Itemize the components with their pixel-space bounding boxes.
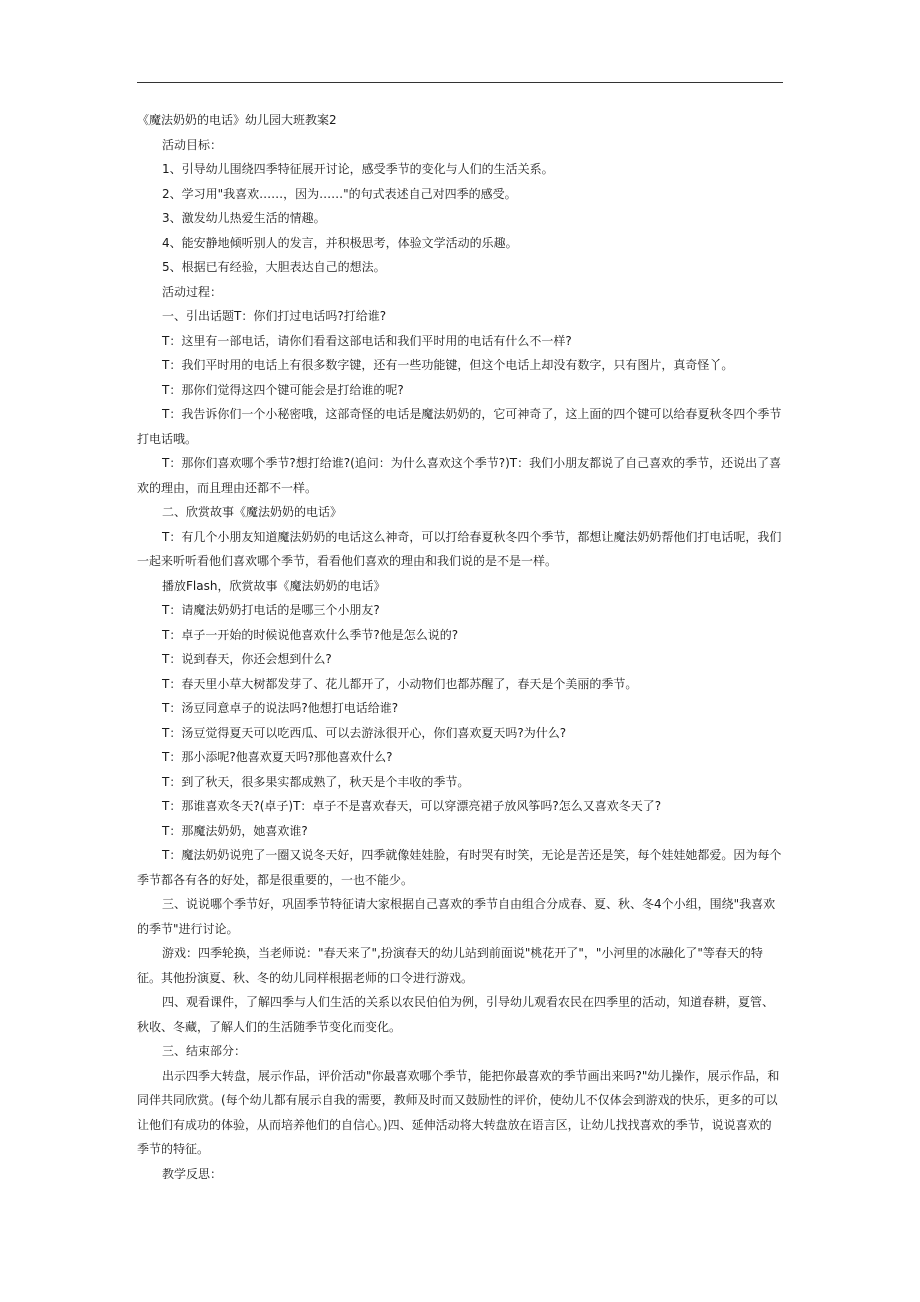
paragraph: T：那魔法奶奶，她喜欢谁? [162,823,308,838]
paragraph: T：那你们觉得这四个键可能会是打给谁的呢? [162,382,404,397]
paragraph: 播放Flash，欣赏故事《魔法奶奶的电话》 [162,578,386,593]
paragraph: T：汤豆同意卓子的说法吗?他想打电话给谁? [162,701,399,715]
paragraph: T：我们平时用的电话上有很多数字键，还有一些功能键，但这个电话上却没有数字，只有图片，真奇怪丫。 [162,358,734,372]
paragraph: T：我告诉你们一个小秘密哦，这部奇怪的电话是魔法奶奶的，它可神奇了，这上面的四个键可以给春夏秋冬四个季节打电话哦。 [137,407,782,446]
paragraph: 4、能安静地倾听别人的发言，并积极思考，体验文学活动的乐趣。 [162,235,518,250]
paragraph: 三、说说哪个季节好，巩固季节特征请大家根据自己喜欢的季节自由组合分成春、夏、秋、冬4个小组，围绕"我喜欢的季节"进行讨论。 [137,897,776,936]
paragraph: T：有几个小朋友知道魔法奶奶的电话这么神奇，可以打给春夏秋冬四个季节，都想让魔法奶奶帮他们打电话呢，我们一起来听听看他们喜欢哪个季节，看看他们喜欢的理由和我们说的是不是一样。 [137,529,782,568]
paragraph: T：魔法奶奶说兜了一圈又说冬天好，四季就像娃娃脸，有时哭有时笑，无论是苦还是笑，每个娃娃她都爱。因为每个季节都各有各的好处，都是很重要的，一也不能少。 [137,848,782,887]
paragraph: T：卓子一开始的时候说他喜欢什么季节?他是怎么说的? [162,627,459,642]
header-divider [137,82,783,83]
paragraph: T：请魔法奶奶打电话的是哪三个小朋友? [162,603,380,617]
paragraph: 教学反思： [162,1166,223,1181]
paragraph: T：那你们喜欢哪个季节?想打给谁?(追问：为什么喜欢这个季节?)T：我们小朋友都说了自己喜欢的季节，还说出了喜欢的理由，而且理由还都不一样。 [137,456,782,495]
paragraph: 2、学习用"我喜欢……，因为……"的句式表述自己对四季的感受。 [162,186,517,201]
paragraph: 游戏：四季轮换，当老师说："春天来了",扮演春天的幼儿站到前面说"桃花开了"，"小河里的冰融化了"等春天的特征。其他扮演夏、秋、冬的幼儿同样根据老师的口令进行游戏。 [137,946,763,985]
paragraph: T：这里有一部电话，请你们看看这部电话和我们平时用的电话有什么不一样? [162,333,572,348]
paragraph-list [137,133,783,1187]
paragraph: T：那谁喜欢冬天?(卓子)T：卓子不是喜欢春天，可以穿漂亮裙子放风筝吗?怎么又喜欢冬天了? [162,799,662,813]
paragraph: 活动目标： [162,137,223,152]
paragraph: 一、引出话题T：你们打过电话吗?打给谁? [162,309,387,323]
document-title: 《魔法奶奶的电话》幼儿园大班教案2 [137,113,337,127]
paragraph: T：那小添呢?他喜欢夏天吗?那他喜欢什么? [162,750,393,764]
paragraph: T：春天里小草大树都发芽了、花儿都开了，小动物们也都苏醒了，春天是个美丽的季节。 [162,676,638,691]
paragraph: 5、根据已有经验，大胆表达自己的想法。 [162,260,386,274]
document-body [137,108,783,1186]
paragraph: 三、结束部分： [162,1044,247,1058]
paragraph: 3、激发幼儿热爱生活的情趣。 [162,211,326,225]
paragraph: T：说到春天，你还会想到什么? [162,652,332,666]
paragraph: 活动过程： [162,284,223,299]
paragraph: T：汤豆觉得夏天可以吃西瓜、可以去游泳很开心，你们喜欢夏天吗?为什么? [162,725,567,740]
paragraph: T：到了秋天，很多果实都成熟了，秋天是个丰收的季节。 [162,774,470,789]
paragraph: 出示四季大转盘，展示作品，评价活动"你最喜欢哪个季节，能把你最喜欢的季节画出来吗?"幼儿操作，展示作品，和同伴共同欣赏。(每个幼儿都有展示自我的需要，教师及时而又鼓励性的评价，使幼儿不仅体会到游戏的快乐，更多的可以让他们有成功的体验，从而培养他们的自信心。)四、延伸活动将大转盘放在语言区，让幼儿找找喜欢的季节，说说喜欢的季节的特征。 [137,1068,780,1156]
paragraph: 四、观看课件，了解四季与人们生活的关系以农民伯伯为例，引导幼儿观看农民在四季里的活动，知道春耕，夏管、秋收、冬藏，了解人们的生活随季节变化而变化。 [137,995,775,1034]
paragraph: 二、欣赏故事《魔法奶奶的电话》 [162,505,343,519]
paragraph: 1、引导幼儿围绕四季特征展开讨论，感受季节的变化与人们的生活关系。 [162,162,554,176]
